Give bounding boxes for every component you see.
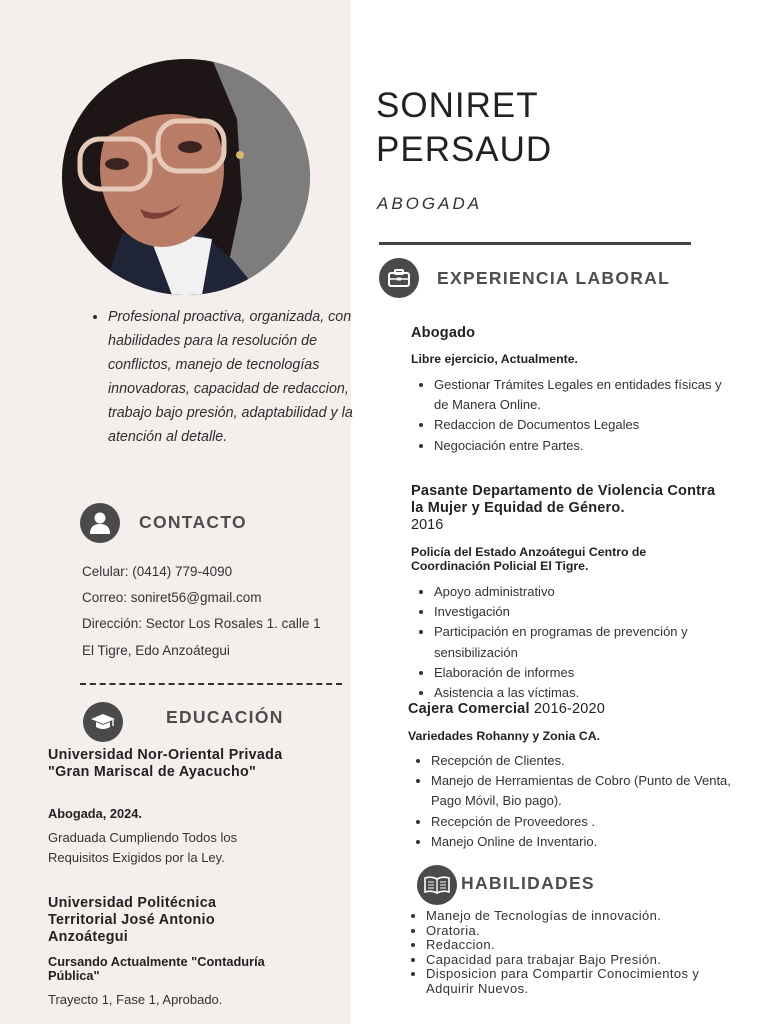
list-item: • Manejo Online de Inventario. — [431, 832, 731, 852]
education-description: Graduada Cumpliendo Todos los Requisitos Exigidos por la Ley. — [48, 830, 238, 865]
last-name: PERSAUD — [376, 130, 553, 169]
job-organization: Libre ejercicio, Actualmente. — [411, 352, 578, 366]
contact-city: El Tigre, Edo Anzoátegui — [82, 643, 230, 658]
job-role: ABOGADA — [377, 194, 483, 213]
contact-phone: Celular: (0414) 779-4090 — [82, 564, 233, 579]
contact-address: Dirección: Sector Los Rosales 1. calle 1 — [82, 616, 321, 631]
list-item: • Elaboración de informes — [434, 663, 754, 683]
person-icon — [80, 503, 120, 543]
list-item: • Recepción de Clientes. — [431, 751, 731, 771]
job-duties — [411, 375, 734, 456]
job-duties — [408, 751, 731, 852]
job-title — [408, 701, 605, 718]
profile-text: • Profesional proactiva, organizada, con habilidades para la resolución de conflictos, manejo de tecnologías innovadoras, capacidad de redaccion, trabajo bajo presión, adaptabilidad y la atención al detalle. — [108, 305, 370, 449]
education-description: Trayecto 1, Fase 1, Aprobado. — [48, 992, 223, 1007]
job-title: Abogado — [411, 325, 476, 341]
header-rule — [379, 242, 691, 245]
job-years: 2016-2020 — [533, 701, 606, 717]
job-organization: Variedades Rohanny y Zonia CA. — [408, 729, 601, 743]
education-institution: Universidad Nor-Oriental Privada "Gran Mariscal de Ayacucho" — [48, 747, 283, 780]
education-degree: Abogada, 2024. — [48, 806, 142, 821]
list-item: • Participación en programas de prevención y sensibilización — [434, 622, 754, 662]
skills-title: HABILIDADES — [461, 873, 595, 893]
section-divider — [80, 683, 342, 685]
list-item: • Oratoria. — [426, 924, 746, 939]
skills-list — [410, 909, 746, 997]
graduation-cap-icon — [83, 702, 123, 742]
contact-title: CONTACTO — [139, 512, 247, 532]
job-organization: Policía del Estado Anzoátegui Centro de Coordinación Policial El Tigre. — [411, 545, 647, 573]
list-item: • Redaccion. — [426, 938, 746, 953]
first-name: SONIRET — [376, 86, 539, 125]
list-item: • Manejo de Tecnologías de innovación. — [426, 909, 746, 924]
full-name — [376, 84, 552, 172]
profile-photo — [62, 59, 310, 295]
portrait-image — [62, 59, 310, 295]
contact-email: Correo: soniret56@gmail.com — [82, 590, 262, 605]
experience-title: EXPERIENCIA LABORAL — [437, 268, 671, 288]
education-institution: Universidad Politécnica Territorial José Antonio Anzoátegui — [48, 895, 217, 945]
list-item: • Asistencia a las víctimas. — [434, 683, 754, 703]
list-item: • Apoyo administrativo — [434, 582, 754, 602]
list-item: • Manejo de Herramientas de Cobro (Punto de Venta, Pago Móvil, Bio pago). — [431, 771, 731, 811]
profile-summary — [86, 305, 370, 449]
list-item: • Disposicion para Compartir Conocimientos y Adquirir Nuevos. — [426, 967, 746, 996]
briefcase-icon — [379, 258, 419, 298]
list-item: • Capacidad para trabajar Bajo Presión. — [426, 953, 746, 968]
list-item: • Recepción de Proveedores . — [431, 812, 731, 832]
job-title: Pasante Departamento de Violencia Contra la Mujer y Equidad de Género. — [411, 483, 716, 516]
list-item: • Redaccion de Documentos Legales — [434, 415, 734, 435]
list-item: • Investigación — [434, 602, 754, 622]
job-duties — [411, 582, 754, 703]
education-degree: Cursando Actualmente "Contaduría Pública" — [48, 954, 265, 983]
list-item: • Gestionar Trámites Legales en entidades físicas y de Manera Online. — [434, 375, 734, 415]
list-item: • Negociación entre Partes. — [434, 436, 734, 456]
book-icon — [417, 865, 457, 905]
job-years: 2016 — [411, 517, 444, 533]
job-title-text: Cajera Comercial — [408, 701, 530, 717]
education-title: EDUCACIÓN — [166, 707, 284, 727]
